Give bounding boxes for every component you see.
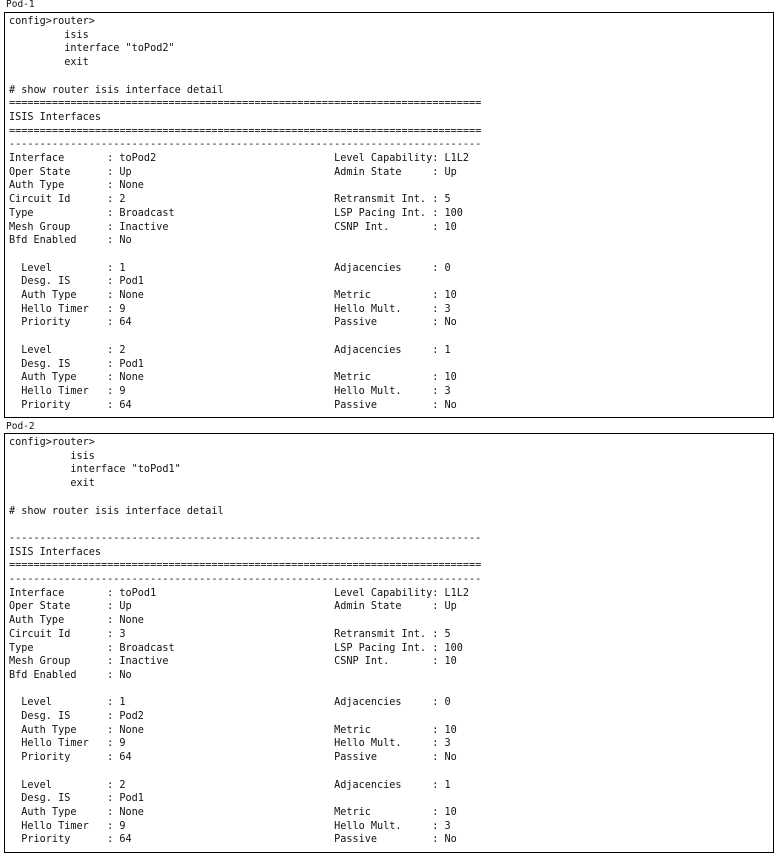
pod-1-terminal-panel (4, 12, 774, 418)
pod-1-label: Pod-1 (6, 0, 35, 10)
pod-2-terminal-panel (4, 433, 774, 853)
pod-1-terminal-output: config>router> isis interface "toPod2" exit # show router isis interface detail ============================================================================= ISIS Interfaces ============================================================================= ----------------------------------------------------------------------------- Interface : toPod2 Level Capability: L1L2 Oper State : Up Admin State : Up Auth Type : None Circuit Id : 2 Retransmit Int. : 5 Type : Broadcast LSP Pacing Int. : 100 Mesh Group : Inactive CSNP Int. : 10 Bfd Enabled : No Level : 1 Adjacencies : 0 Desg. IS : Pod1 Auth Type : None Metric : 10 Hello Timer : 9 Hello Mult. : 3 Priority : 64 Passive : No Level : 2 Adjacencies : 1 Desg. IS : Pod1 Auth Type : None Metric : 10 Hello Timer : 9 Hello Mult. : 3 Priority : 64 Passive : No (9, 16, 482, 411)
pod-2-terminal-output: config>router> isis interface "toPod1" exit # show router isis interface detail ----------------------------------------------------------------------------- ISIS Interfaces ============================================================================= ----------------------------------------------------------------------------- Interface : toPod1 Level Capability: L1L2 Oper State : Up Admin State : Up Auth Type : None Circuit Id : 3 Retransmit Int. : 5 Type : Broadcast LSP Pacing Int. : 100 Mesh Group : Inactive CSNP Int. : 10 Bfd Enabled : No Level : 1 Adjacencies : 0 Desg. IS : Pod2 Auth Type : None Metric : 10 Hello Timer : 9 Hello Mult. : 3 Priority : 64 Passive : No Level : 2 Adjacencies : 1 Desg. IS : Pod1 Auth Type : None Metric : 10 Hello Timer : 9 Hello Mult. : 3 Priority : 64 Passive : No (9, 437, 482, 846)
pod-2-label: Pod-2 (6, 421, 35, 432)
